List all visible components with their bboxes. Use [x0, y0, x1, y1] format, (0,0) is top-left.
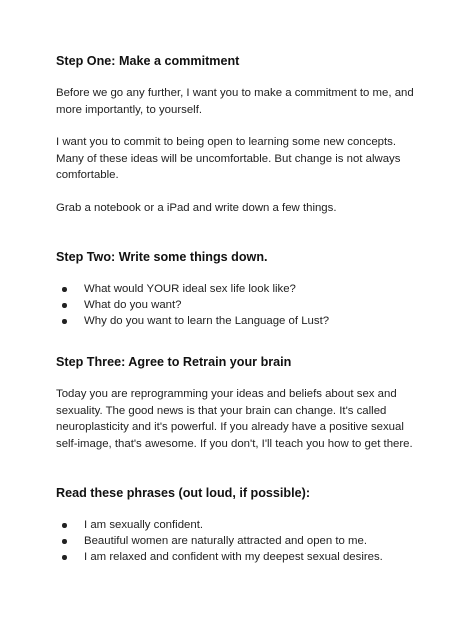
bullet-icon: [62, 539, 67, 544]
step-two-bullet-list: [56, 281, 426, 329]
commitment-paragraph: Before we go any further, I want you to make a commitment to me, and more importantly, to yourself.: [56, 87, 414, 116]
step-three-heading: Step Three: Agree to Retrain your brain: [56, 355, 292, 369]
phrases-bullet-list: [56, 517, 426, 565]
list-item: [56, 517, 426, 533]
list-item-text: What would YOUR ideal sex life look like?: [84, 283, 296, 295]
list-item: [56, 533, 426, 549]
list-item-text: What do you want?: [84, 299, 182, 311]
list-item: [56, 281, 426, 297]
bullet-icon: [62, 287, 67, 292]
list-item: [56, 297, 426, 313]
bullet-icon: [62, 555, 67, 560]
reprogramming-paragraph: Today you are reprogramming your ideas and beliefs about sex and sexuality. The good news is that your brain can change. It's called neuroplasticity and it's powerful. If you already have a positive sexual self-image, that's awesome. If you don't, I'll teach you how to get there.: [56, 388, 413, 450]
bullet-icon: [62, 523, 67, 528]
list-item: [56, 549, 426, 565]
list-item-text: I am relaxed and confident with my deepest sexual desires.: [84, 551, 383, 563]
read-phrases-heading: Read these phrases (out loud, if possible):: [56, 486, 311, 500]
bullet-icon: [62, 319, 67, 324]
list-item-text: Beautiful women are naturally attracted and open to me.: [84, 535, 368, 547]
step-one-heading: Step One: Make a commitment: [56, 54, 240, 68]
list-item-text: I am sexually confident.: [84, 519, 204, 531]
document-page: [56, 53, 426, 565]
list-item-text: Why do you want to learn the Language of Lust?: [84, 315, 330, 327]
bullet-icon: [62, 303, 67, 308]
open-to-learning-paragraph: I want you to commit to being open to learning some new concepts. Many of these ideas will be uncomfortable. But change is not always comfortable.: [56, 136, 401, 181]
step-two-heading: Step Two: Write some things down.: [56, 250, 268, 264]
grab-notebook-paragraph: Grab a notebook or a iPad and write down a few things.: [56, 201, 337, 214]
list-item: [56, 313, 426, 329]
